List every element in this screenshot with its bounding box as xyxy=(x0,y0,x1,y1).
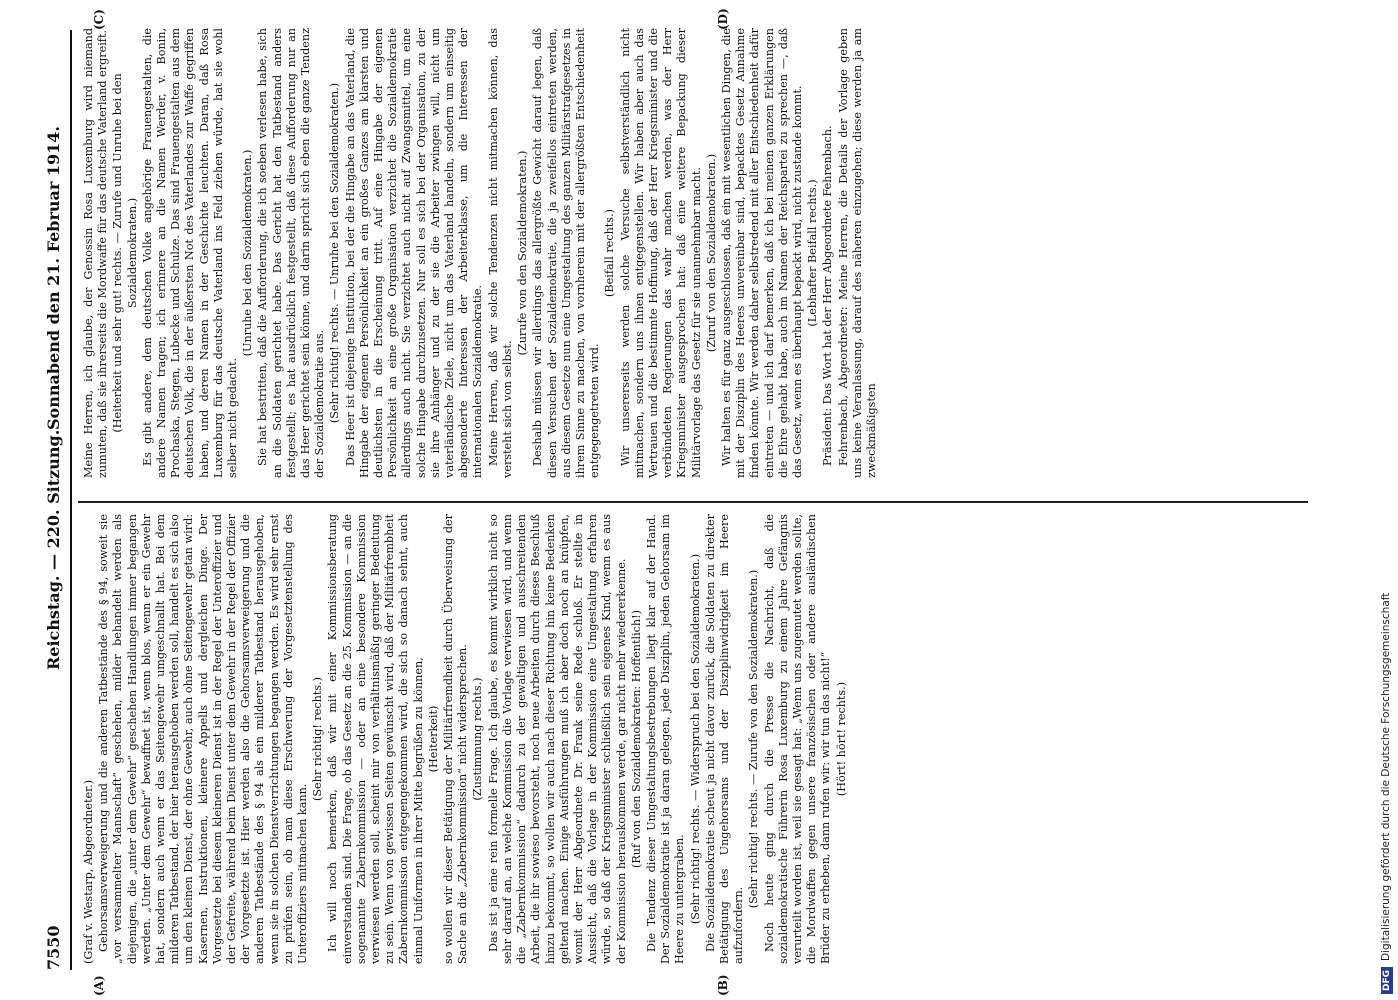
session-title: Reichstag. — 220. Sitzung. xyxy=(44,429,63,670)
right-column xyxy=(82,28,880,478)
left-column xyxy=(82,514,850,964)
paragraph: Die Sozialdemokratie scheut ja nicht davor zurück, die Soldaten zu direkter Betätigung des Ungehorsams und der Disziplinwidrigkeit im Heere aufzufordern. xyxy=(703,514,746,964)
paragraph: Meine Herren, ich glaube, der Genossin Rosa Luxemburg wird niemand zumuten, daß sie ihrerseits die Mordwaffe für das deutsche Vaterland ergreift. xyxy=(82,28,110,478)
paragraph: (Zurufe von den Sozialdemokraten.) xyxy=(516,150,530,356)
paragraph: (Sehr richtig! rechts. — Unruhe bei den Sozialdemokraten.) xyxy=(328,82,342,424)
paragraph: (Heiterkeit und sehr gut! rechts. — Zurufe und Unruhe bei den Sozialdemokraten.) xyxy=(111,73,139,433)
column-divider xyxy=(78,501,1308,503)
paragraph: (Hört! hört! rechts.) xyxy=(834,681,848,797)
paragraph: (Graf v. Westarp, Abgeordneter.) xyxy=(82,779,95,964)
paragraph: (Sehr richtig! rechts.) xyxy=(311,676,325,802)
paragraph: Meine Herren, daß wir solche Tendenzen nicht mitmachen können, das versteht sich von selbst. xyxy=(486,28,514,478)
paragraph: Gehorsamsverweigerung und die anderen Tatbestände des § 94, soweit sie „vor versammelter Mannschaft“ geschehen, milder behandelt werden als diejenigen, die „unter dem Gewehr“ geschehen Handlungen immer begangen werden. „Unter dem Gewehr“ bewaffnet ist, wenn blos, wenn er ein Gewehr hat, sondern auch wenn er das Seitengewehr umgeschnallt hat. Bei dem milderen Tatbestand, der hier herausgehoben werden soll, handelt es sich also um den kleinen Dienst, der ohne Gewehr, auch ohne Seitengewehr getan wird: Kasernen, Instruktionen, kleinere Appells und dergleichen Dinge. Der Vorgesetzte bei diesem kleineren Dienst ist in der Regel der Unteroffizier und der Gefreite, während beim Dienst unter dem Gewehr in der Regel der Offizier der Vorgesetzte ist. Hier werden also die Gehorsamsverweigerung und die anderen Tatbestände des § 94 als ein milderer Tatbestand herausgehoben, wenn sie in solchen Dienstverrichtungen begangen werden. Es wird sehr ernst zu prüfen sein, ob man diese Erschwerung der Vorgesetztenstellung des Unteroffiziers mitmachen kann. xyxy=(97,514,310,964)
paragraph: Es gibt andere, dem deutschen Volke angehörige Frauengestalten, die andere Namen tragen; ich erinnere an die Namen Werder, v. Bonin, Prochaska, Stegen, Lubecke und Schulze. Das sind Frauengestalten aus dem deutschen Volk, die in der äußersten Not des Vaterlandes zur Waffe gegriffen haben, und deren Namen in der Geschichte leuchten. Daran, daß Rosa Luxemburg für das deutsche Vaterland ins Feld ziehen würde, hat sie wohl selber nicht gedacht. xyxy=(140,28,240,478)
paragraph: (Zustimmung rechts.) xyxy=(471,677,485,801)
paragraph: so wollen wir dieser Betätigung der Militärfremdheit durch Überweisung der Sache an die „Zabernkommission“ nicht widersprechen. xyxy=(442,514,470,964)
paragraph: (Heiterkeit) xyxy=(426,705,440,773)
paragraph: (Lebhafter Beifall rechts.) xyxy=(806,179,820,327)
dfg-logo: DFG xyxy=(1381,967,1393,994)
paragraph: Fehrenbach, Abgeordneter: Meine Herren, die Details der Vorlage geben uns keine Veranlassung, darauf des näheren einzugehen; diese werden ja am zweckmäßigsten xyxy=(836,28,878,478)
paragraph: (Unruhe bei den Sozialdemokraten.) xyxy=(241,149,255,357)
page-header xyxy=(40,30,72,970)
paragraph: Das Heer ist diejenige Institution, bei der die Hingabe an das Vaterland, die Hingabe der eigenen Persönlichkeit an ein großes Ganzes am klarsten und deutlichsten in die Erscheinung tritt. Auf eine Hingabe der eigenen Persönlichkeit an eine große Organisation verzichtet die Sozialdemokratie allerdings auch nicht. Sie verzichtet auch nicht auf Zwangsmittel, um eine solche Hingabe durchzusetzen. Nur soll es sich bei der Organisation, zu der sie ihre Anhänger und zu der sie die Arbeiter zwingen will, nicht um vaterländische Ziele, nicht um das Vaterland handeln, sondern um einseitig abgesonderte Interessen der Arbeiterklasse, um die Interessen der internationalen Sozialdemokratie. xyxy=(343,28,485,478)
paragraph: Deshalb müssen wir allerdings das allergrößte Gewicht darauf legen, daß diesen Versuchen der Sozialdemokratie, die ja zweifellos eintreten werden, aus diesem Gesetze nun eine Umgestaltung des ganzen Militärstrafgesetzes in ihrem Sinne zu machen, von vornherein mit der allergrößten Entschiedenheit entgegengetreten wird. xyxy=(531,28,602,478)
session-date: Sonnabend den 21. Februar 1914. xyxy=(44,126,63,430)
paragraph: (Beifall rechts.) xyxy=(603,209,617,297)
margin-marker-b: (B) xyxy=(716,974,730,996)
paragraph: Wir halten es für ganz ausgeschlossen, daß ein mit wesentlichen Dingen, die mit der Disziplin des Heeres unvereinbar sind, bepacktes Gesetz Annahme finden könnte. Wir werden daher selbstredend mit aller Entschiedenheit dafür eintreten — und ich darf bemerken, daß ich bei meinen ganzen Erklärungen die Ehre gehabt habe, auch im Namen der Reichspartei zu sprechen —, daß das Gesetz, wenn es überhaupt bepackt wird, nicht zustande kommt. xyxy=(719,28,804,478)
paragraph: (Sehr richtig! rechts. — Widerspruch bei den Sozialdemokraten.) xyxy=(688,553,702,925)
digitization-footer xyxy=(1340,6,1392,994)
footer-credit: Digitalisierung gefördert durch die Deutsche Forschungsgemeinschaft xyxy=(1380,592,1392,961)
footer-credit-line xyxy=(1380,6,1398,994)
margin-marker-d: (D) xyxy=(716,8,730,30)
margin-marker-a: (A) xyxy=(92,975,106,996)
paragraph: Wir unsererseits werden solche Versuche selbstverständlich nicht mitmachen, sondern uns ihnen entgegenstellen. Wir haben aber auch das Vertrauen und die bestimmte Hoffnung, daß der Herr Kriegsminister und die verbündeten Regierungen das wahr machen werden, was der Herr Kriegsminister ausgesprochen hat: daß eine weitere Bepackung dieser Militärvorlage das Gesetz für sie unannehmbar macht. xyxy=(618,28,703,478)
paragraph: Präsident: Das Wort hat der Herr Abgeordnete Fehrenbach. xyxy=(821,125,835,466)
paragraph: (Ruf von den Sozialdemokraten: Hoffentlich!) xyxy=(629,610,643,868)
paragraph: Noch heute ging durch die Presse die Nachricht, daß die sozialdemokratische Führerin Rosa Luxemburg zu einem Jahre Gefängnis verurteilt worden ist, weil sie gesagt hat: „Wenn uns zugemutet werden sollte, die Mordwaffen gegen unsere französischen oder andere ausländischen Brüder zu erheben, dann rufen wir: wir tun das nicht!“ xyxy=(762,514,833,964)
paragraph: Das ist ja eine rein formelle Frage. Ich glaube, es kommt wirklich nicht so sehr darauf an, an welche Kommission die Vorlage verwiesen wird, und wenn die „Zabernkommission“ dadurch zu der gewaltigen und ausschreitenden Arbeit, die ihr sowieso bevorsteht, noch neue Arbeiten durch dieses Beschluß hinzu bekommt, so wollen wir auch nach dieser Richtung hin keine Bedenken geltend machen. Einige Ausführungen muß ich aber doch noch an knüpfen, womit der Herr Abgeordnete Dr. Frank seine Rede schloß. Er stellte in Aussicht, daß die Vorlage in der Kommission eine Umgestaltung erfahren würde, so daß der Kriegsminister schließlich sein eigenes Kind, wenn es aus der Kommission herauskommen werde, gar nicht mehr wiedererkenne. xyxy=(486,514,628,964)
paragraph: (Zuruf von den Sozialdemokraten.) xyxy=(704,153,718,353)
page-number: 7550 xyxy=(44,925,63,970)
margin-marker-c: (C) xyxy=(92,9,106,30)
paragraph: Die Tendenz dieser Umgestaltungsbestrebungen liegt klar auf der Hand. Der Sozialdemokratie ist ja daran gelegen, jede Disziplin, jeden Gehorsam im Heere zu untergraben. xyxy=(644,514,687,964)
paragraph: Ich will noch bemerken, daß wir mit einer Kommissionsberatung einverstanden sind. Die Frage, ob das Gesetz an die 25. Kommission — an die sogenannte Zabernkommission — oder an eine besondere Kommission verwiesen werden soll, scheint mir von verhältnismäßig geringer Bedeutung zu sein. Wenn von gewissen Seiten gewünscht wird, daß der Militärfrembheit Zabernkommission entgegengekommen wird, die sich so danach sehnt, auch einmal Uniformen in ihrer Mitte begrüßen zu können, xyxy=(326,514,425,964)
paragraph: Sie hat bestritten, daß die Aufforderung, die ich soeben verlesen habe, sich an die Soldaten gerichtet habe. Das Gericht hat den Tatbestand anders festgestellt; es hat ausdrücklich festgestellt, daß diese Aufforderung nur an das Heer gerichtet sein könne, und darin spricht sich eben die ganze Tendenz der Sozialdemokratie aus. xyxy=(256,28,327,478)
paragraph: (Sehr richtig! rechts. — Zurufe von den Sozialdemokraten.) xyxy=(747,569,761,909)
